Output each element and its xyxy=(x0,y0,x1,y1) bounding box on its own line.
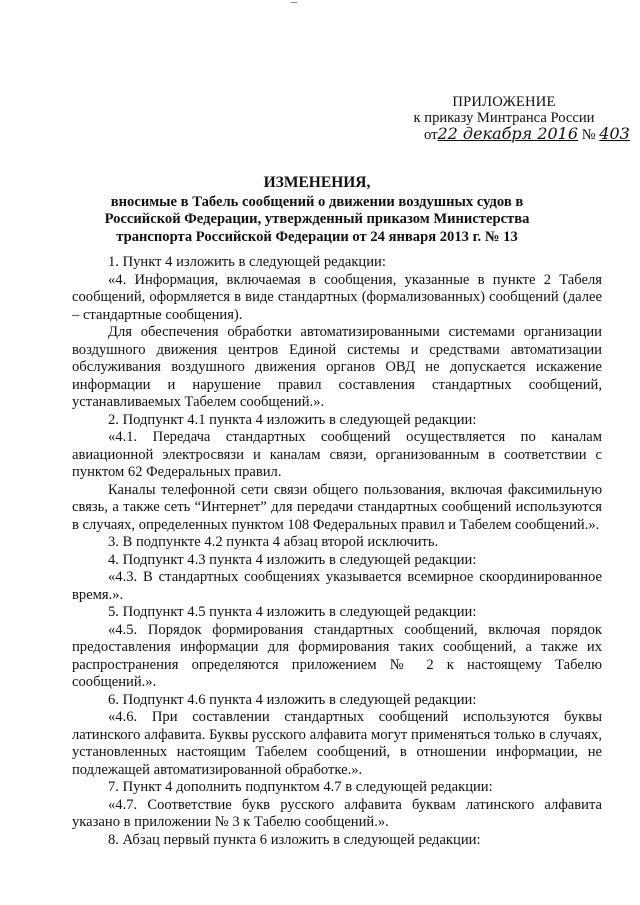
paragraph: «4.3. В стандартных сообщениях указывается всемирное скоординированное время.». xyxy=(72,569,602,603)
paragraph: 8. Абзац первый пункта 6 изложить в следующей редакции: xyxy=(108,831,481,848)
paragraph: 6. Подпункт 4.6 пункта 4 изложить в следующей редакции: xyxy=(108,691,477,708)
appendix-reference: к приказу Минтранса России xyxy=(413,110,595,126)
paragraph: Каналы телефонной сети связи общего пользования, включая факсимильную связь, а также сеть “Интернет” для передачи стандартных сообщений используются в случаях, определенных пунктом 108 Федеральных правил и Табелем сообщений.». xyxy=(72,481,602,533)
paragraph: «4.7. Соответствие букв русского алфавита буквам латинского алфавита указано в приложении № 3 к Табелю сообщений.». xyxy=(72,796,602,830)
order-prefix: от xyxy=(424,127,438,143)
scan-mark xyxy=(291,2,297,6)
paragraph: «4.5. Порядок формирования стандартных сообщений, включая порядок предоставления информации для формирования таких сообщений, а также их распространения определяются приложением № 2 к настоящему Табелю сообщений.». xyxy=(72,621,602,690)
order-date-handwritten: 22 декабря 2016 xyxy=(437,124,579,143)
document-body xyxy=(72,254,602,849)
paragraph: 7. Пункт 4 дополнить подпунктом 4.7 в следующей редакции: xyxy=(108,779,493,795)
order-number-handwritten: 403 xyxy=(599,124,630,143)
heading-subtitle: вносимые в Табель сообщений о движении воздушных судов в Российской Федерации, утвержденный приказом Министерства транспорта Российской Федерации от 24 января 2013 г. № 13 xyxy=(104,193,530,245)
paragraph: 4. Подпункт 4.3 пункта 4 изложить в следующей редакции: xyxy=(108,551,477,568)
order-line xyxy=(404,124,630,143)
paragraph: Для обеспечения обработки автоматизированными системами организации воздушного движения центров Единой системы и средствами автоматизации обслуживания воздушного движения органов ОВД не допускается искажение информации и нарушение правил составления стандартных сообщений, устанавливаемых Табелем сообщений.». xyxy=(72,324,602,410)
order-number-label: № xyxy=(581,127,596,143)
paragraph: 1. Пункт 4 изложить в следующей редакции: xyxy=(108,254,386,270)
paragraph: «4.1. Передача стандартных сообщений осуществляется по каналам авиационной электросвязи и каналам связи, организованным в соответствии с пунктом 62 Федеральных правил. xyxy=(72,429,602,480)
appendix-title: ПРИЛОЖЕНИЕ xyxy=(452,94,556,110)
paragraph: 5. Подпункт 4.5 пункта 4 изложить в следующей редакции: xyxy=(108,604,477,620)
paragraph: «4. Информация, включаемая в сообщения, указанные в пункте 2 Табеля сообщений, оформляется в виде стандартных (формализованных) сообщений (далее – стандартные сообщения). xyxy=(72,271,602,323)
document-heading xyxy=(72,174,562,246)
paragraph: 3. В подпункте 4.2 пункта 4 абзац второй исключить. xyxy=(108,534,439,550)
paragraph: «4.6. При составлении стандартных сообщений используются буквы латинского алфавита. Буквы русского алфавита могут применяться только в случаях, установленных настоящим Табелем сообщений, в отношении информации, не подлежащей автоматизированной обработке.». xyxy=(72,709,602,778)
appendix-block xyxy=(404,94,630,143)
heading-title: ИЗМЕНЕНИЯ, xyxy=(263,174,371,191)
paragraph: 2. Подпункт 4.1 пункта 4 изложить в следующей редакции: xyxy=(108,411,477,428)
